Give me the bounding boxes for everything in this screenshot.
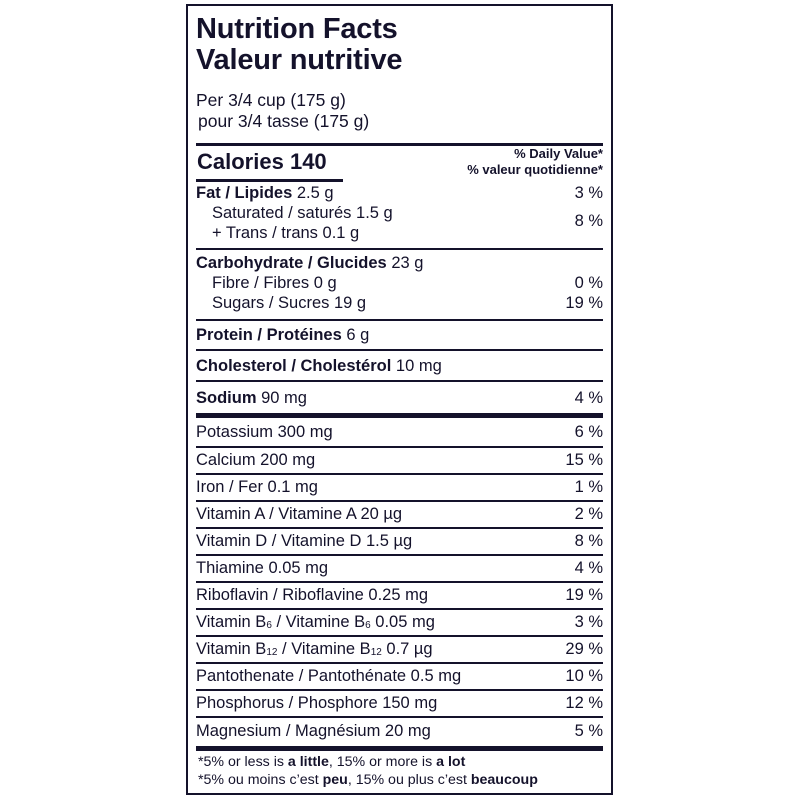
saturated-row xyxy=(196,203,603,223)
pantothenate-percent: 10 % xyxy=(565,667,603,685)
thick-divider xyxy=(196,413,603,418)
daily-value-header xyxy=(467,146,603,178)
sodium-percent: 4 % xyxy=(574,389,603,407)
vitamin-d-row xyxy=(196,531,603,551)
fat-row xyxy=(196,183,603,203)
calories-value: 140 xyxy=(289,149,327,174)
sugars-percent: 19 % xyxy=(565,294,603,312)
divider xyxy=(196,349,603,351)
divider xyxy=(196,554,603,556)
iron-percent: 1 % xyxy=(574,478,603,496)
cholesterol-label: Cholesterol / Cholestérol xyxy=(196,357,392,375)
divider xyxy=(196,635,603,637)
divider xyxy=(196,662,603,664)
calcium-row xyxy=(196,450,603,470)
magnesium-percent: 5 % xyxy=(574,722,603,740)
saturated-label: Saturated / saturés xyxy=(212,204,352,222)
divider xyxy=(196,319,603,321)
sugars-row xyxy=(196,293,603,313)
divider xyxy=(196,446,603,448)
nutrition-label xyxy=(186,4,613,795)
phosphorus-text: Phosphorus / Phosphore 150 mg xyxy=(196,694,438,712)
thiamine-row xyxy=(196,558,603,578)
divider xyxy=(196,689,603,691)
divider xyxy=(196,380,603,382)
trans-row xyxy=(196,223,603,243)
saturated-amount: 1.5 g xyxy=(356,204,393,222)
thick-divider-bottom xyxy=(196,746,603,751)
potassium-percent: 6 % xyxy=(574,423,603,441)
fibre-row xyxy=(196,273,603,293)
daily-value-french: % valeur quotidienne* xyxy=(467,162,603,177)
divider xyxy=(196,248,603,250)
fat-label: Fat / Lipides xyxy=(196,184,293,202)
calcium-text: Calcium 200 mg xyxy=(196,451,316,469)
label-content xyxy=(196,6,603,793)
divider xyxy=(196,716,603,718)
calories-row xyxy=(196,143,603,186)
potassium-text: Potassium 300 mg xyxy=(196,423,333,441)
magnesium-text: Magnesium / Magnésium 20 mg xyxy=(196,722,431,740)
serving-french: pour 3/4 tasse (175 g) xyxy=(198,111,370,131)
sodium-amount: 90 mg xyxy=(261,389,307,407)
serving-size xyxy=(196,90,369,132)
title-english: Nutrition Facts xyxy=(196,13,398,45)
carbohydrate-row xyxy=(196,253,603,273)
fat-percent: 3 % xyxy=(574,184,603,202)
vitamin-a-percent: 2 % xyxy=(574,505,603,523)
title-french: Valeur nutritive xyxy=(196,44,403,76)
pantothenate-row xyxy=(196,666,603,686)
thiamine-text: Thiamine 0.05 mg xyxy=(196,559,329,577)
calories xyxy=(197,150,327,174)
iron-row xyxy=(196,477,603,497)
divider xyxy=(196,500,603,502)
magnesium-row xyxy=(196,721,603,741)
cholesterol-row xyxy=(196,356,603,376)
phosphorus-percent: 12 % xyxy=(565,694,603,712)
protein-label: Protein / Protéines xyxy=(196,326,342,344)
riboflavin-percent: 19 % xyxy=(565,586,603,604)
daily-value-english: % Daily Value* xyxy=(514,146,603,161)
serving-english: Per 3/4 cup (175 g) xyxy=(196,90,346,110)
potassium-row xyxy=(196,422,603,442)
trans-label: + Trans / trans xyxy=(212,224,318,242)
vitamin-b12-row xyxy=(196,639,603,659)
vitamin-a-row xyxy=(196,504,603,524)
cholesterol-amount: 10 mg xyxy=(395,357,442,375)
footnote xyxy=(198,753,538,789)
carbohydrate-label: Carbohydrate / Glucides xyxy=(196,254,387,272)
phosphorus-row xyxy=(196,693,603,713)
vitamin-b12-percent: 29 % xyxy=(565,640,603,658)
vitamin-b12-text: Vitamin $B_{12}$ / Vitamine $B_{12}$ 0.7 µg xyxy=(196,640,433,658)
trans-amount: 0.1 g xyxy=(322,224,360,242)
sugars-amount: 19 g xyxy=(333,294,367,312)
vitamin-d-text: Vitamin D / Vitamine D 1.5 µg xyxy=(196,532,413,550)
vitamin-b6-text: Vitamin $B_6$ / Vitamine $B_6$ 0.05 mg xyxy=(196,613,435,631)
footnote-french: *5% ou moins c’est peu, 15% ou plus c’est beaucoup xyxy=(198,772,538,788)
riboflavin-text: Riboflavin / Riboflavine 0.25 mg xyxy=(196,586,429,604)
vitamin-d-percent: 8 % xyxy=(574,532,603,550)
vitamin-b6-row xyxy=(196,612,603,632)
divider xyxy=(196,527,603,529)
carbohydrate-amount: 23 g xyxy=(391,254,424,272)
protein-amount: 6 g xyxy=(346,326,370,344)
fat-amount: 2.5 g xyxy=(296,184,334,202)
pantothenate-text: Pantothenate / Pantothénate 0.5 mg xyxy=(196,667,462,685)
iron-text: Iron / Fer 0.1 mg xyxy=(196,478,318,496)
sugars-label: Sugars / Sucres xyxy=(212,294,330,312)
footnote-english: *5% or less is a little, 15% or more is a lot xyxy=(198,754,466,770)
calories-label: Calories xyxy=(197,149,284,174)
vitamin-b6-percent: 3 % xyxy=(574,613,603,631)
fibre-percent: 0 % xyxy=(574,274,603,292)
divider xyxy=(196,608,603,610)
riboflavin-row xyxy=(196,585,603,605)
label-title xyxy=(196,14,402,76)
fibre-label: Fibre / Fibres xyxy=(212,274,310,292)
calcium-percent: 15 % xyxy=(565,451,603,469)
vitamin-a-text: Vitamin A / Vitamine A 20 µg xyxy=(196,505,403,523)
sat-trans-percent: 8 % xyxy=(574,212,603,230)
protein-row xyxy=(196,325,603,345)
thiamine-percent: 4 % xyxy=(574,559,603,577)
fibre-amount: 0 g xyxy=(313,274,337,292)
calories-underline xyxy=(196,179,343,182)
divider xyxy=(196,473,603,475)
sodium-row xyxy=(196,388,603,408)
sodium-label: Sodium xyxy=(196,389,257,407)
divider xyxy=(196,581,603,583)
